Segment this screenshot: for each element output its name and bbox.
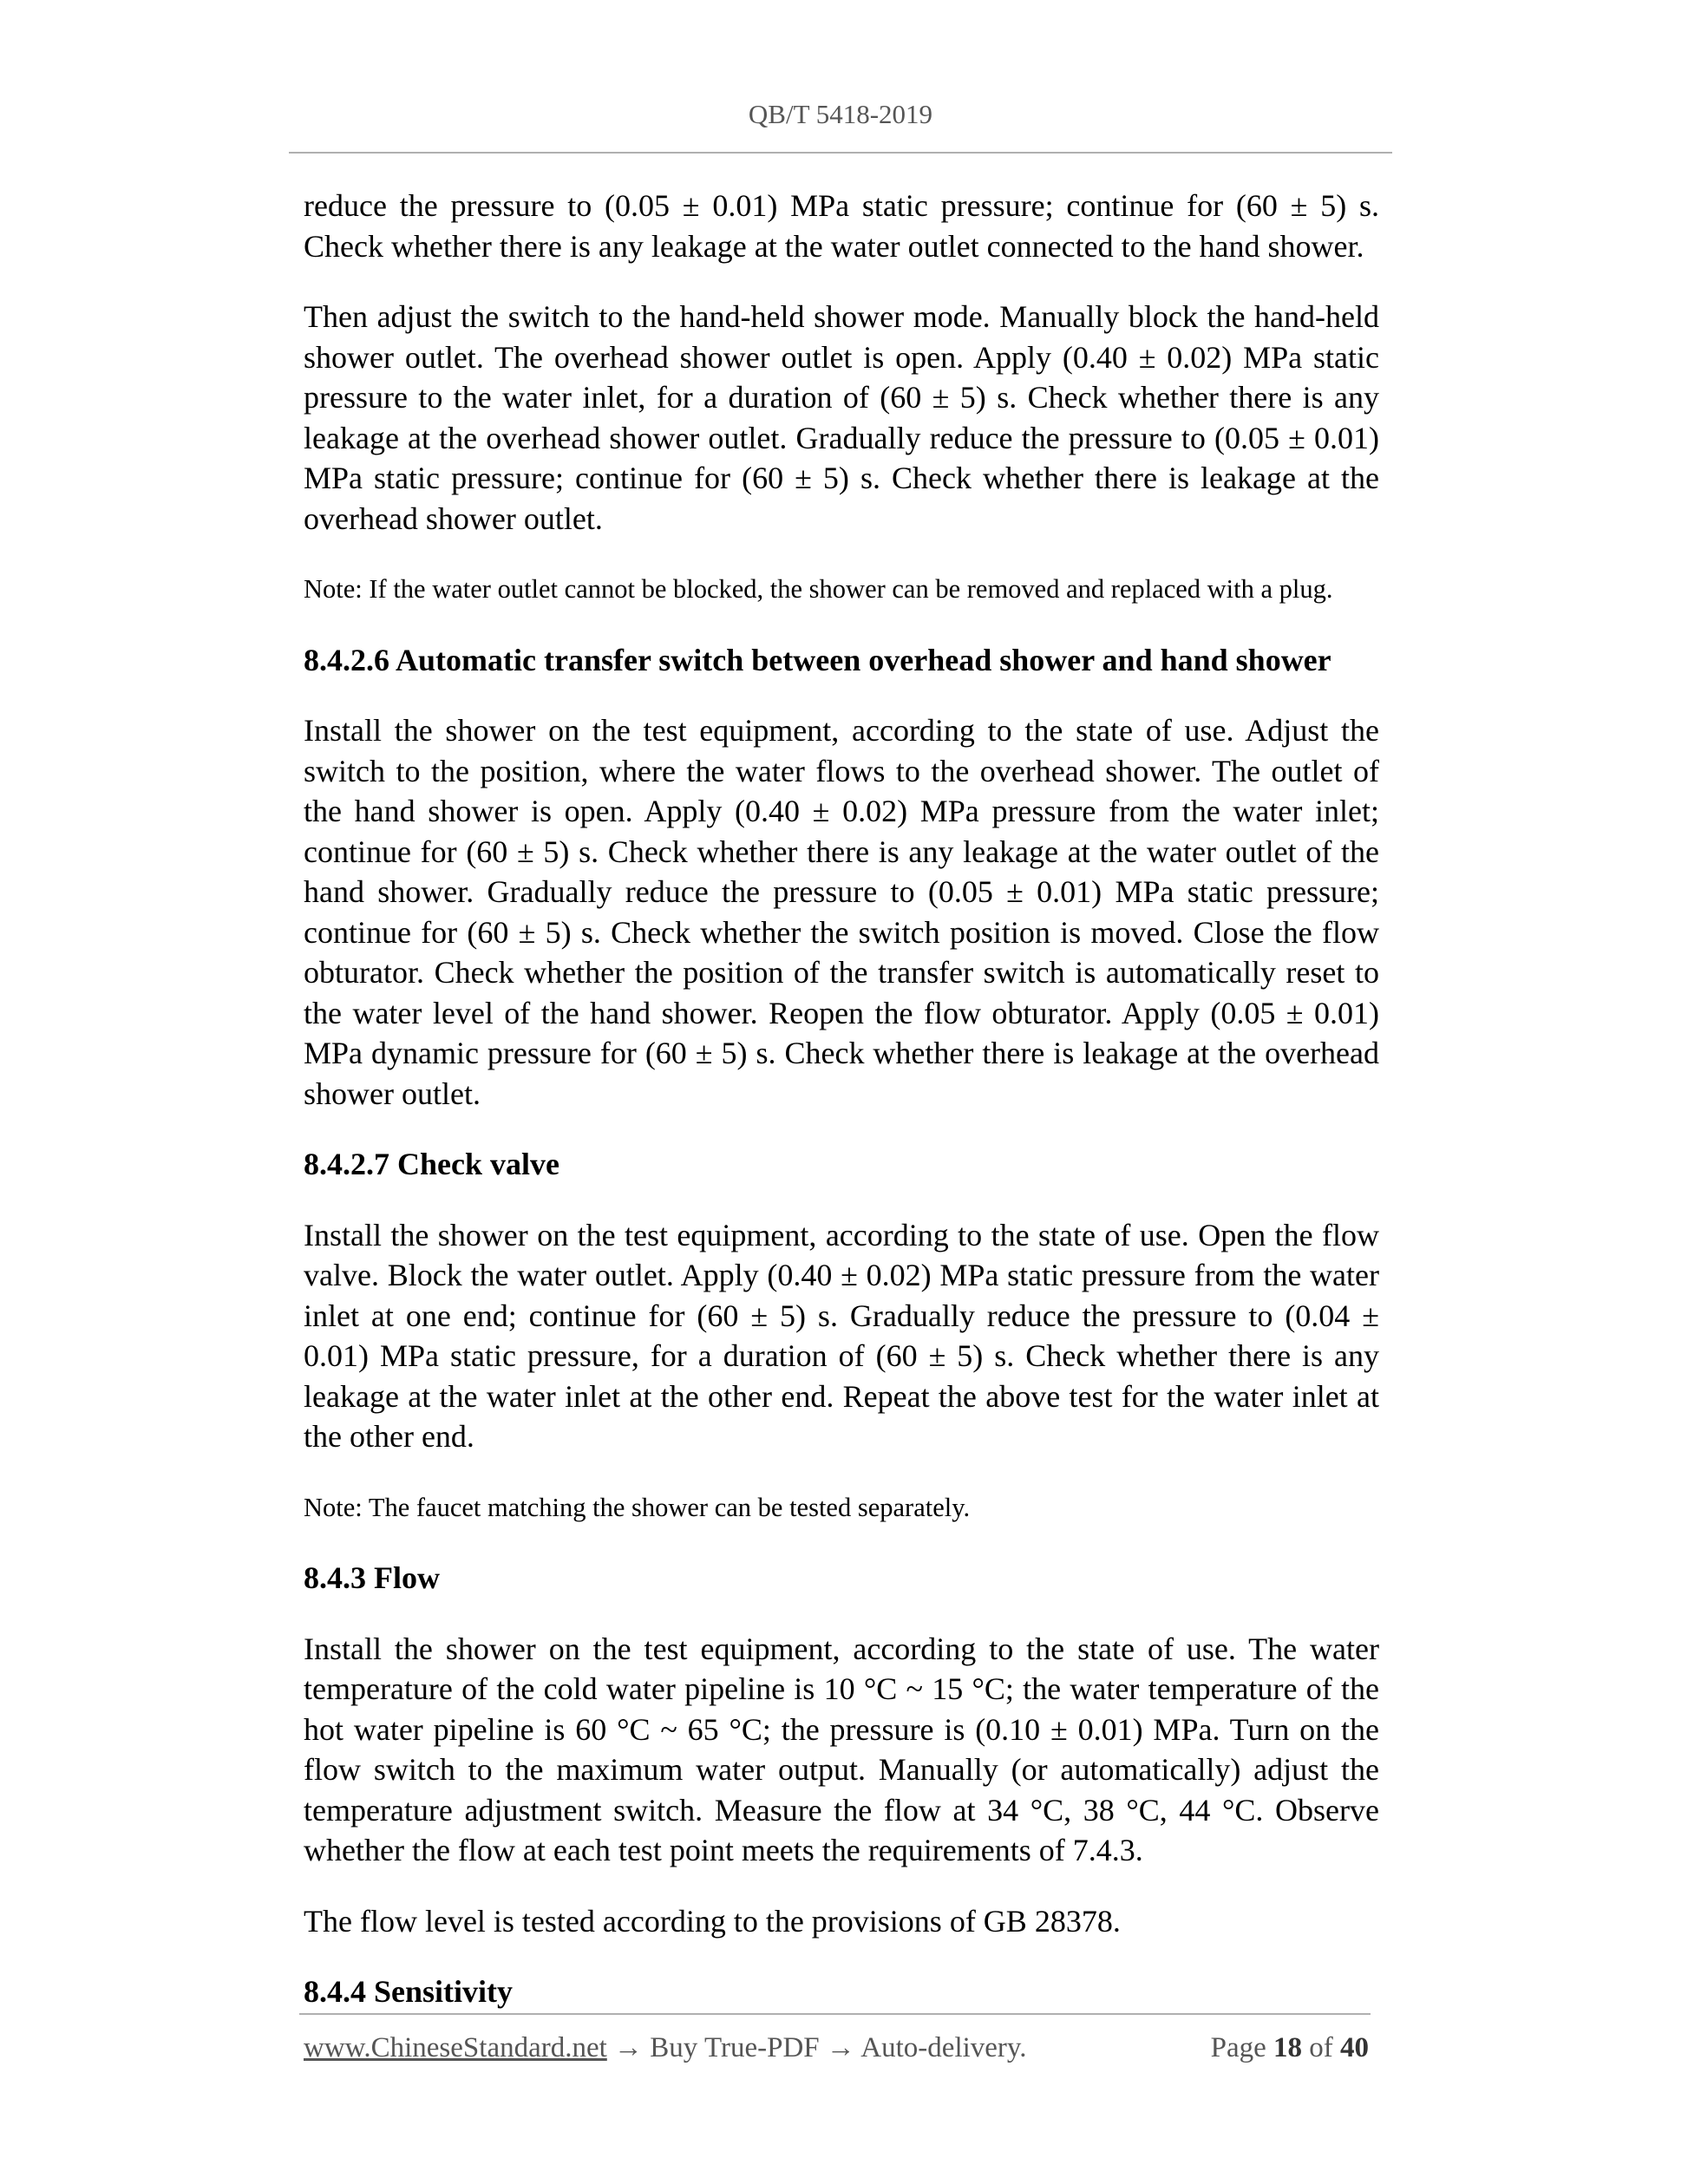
paragraph: Then adjust the switch to the hand-held shower mode. Manually block the hand-held shower outlet. The overhead shower outlet is open. Apply (0.40 ± 0.02) MPa static pressure to the water inlet, for a duration of (60 ± 5) s. Check whether there is any leakage at the overhead shower outlet. Gradually reduce the pressure to (0.05 ± 0.01) MPa static pressure; continue for (60 ± 5) s. Check whether there is leakage at the overhead shower outlet. [304, 299, 1379, 536]
page-header: QB/T 5418-2019 [748, 99, 933, 129]
page-number: Page 18 of 40 [1210, 2032, 1369, 2063]
total-pages: 40 [1340, 2032, 1369, 2063]
website-link[interactable]: www.ChineseStandard.net [304, 2032, 607, 2063]
footer-divider [299, 2013, 1371, 2015]
section-heading: 8.4.4 Sensitivity [304, 1974, 514, 2009]
paragraph: The flow level is tested according to the provisions of GB 28378. [304, 1903, 1121, 1939]
note: Note: If the water outlet cannot be blocked, the shower can be removed and replaced with a plug. [304, 574, 1333, 604]
section-heading: 8.4.3 Flow [304, 1560, 440, 1595]
document-body [304, 186, 1379, 2012]
current-page: 18 [1273, 2032, 1302, 2063]
paragraph: Install the shower on the test equipment, according to the state of use. Open the flow valve. Block the water outlet. Apply (0.40 ± 0.02) MPa static pressure from the water inlet at one end; continue for (60 ± 5) s. Gradually reduce the pressure to (0.04 ± 0.01) MPa static pressure, for a duration of (60 ± 5) s. Check whether there is any leakage at the water inlet at the other end. Repeat the above test for the water inlet at the other end. [304, 1217, 1379, 1454]
note: Note: The faucet matching the shower can be tested separately. [304, 1492, 971, 1522]
footer-left [304, 2030, 1027, 2066]
paragraph: reduce the pressure to (0.05 ± 0.01) MPa static pressure; continue for (60 ± 5) s. Check whether there is any leakage at the water outlet connected to the hand shower. [304, 188, 1379, 264]
section-heading: 8.4.2.6 Automatic transfer switch between overhead shower and hand shower [304, 642, 1331, 677]
header-divider [289, 152, 1392, 154]
paragraph: Install the shower on the test equipment, according to the state of use. The water temperature of the cold water pipeline is 10 °C ~ 15 °C; the water temperature of the hot water pipeline is 60 °C ~ 65 °C; the pressure is (0.10 ± 0.01) MPa. Turn on the flow switch to the maximum water output. Manually (or automatically) adjust the temperature adjustment switch. Measure the flow at 34 °C, 38 °C, 44 °C. Observe whether the flow at each test point meets the requirements of 7.4.3. [304, 1631, 1379, 1867]
section-heading: 8.4.2.7 Check valve [304, 1147, 559, 1181]
footer-tagline: → Buy True-PDF → Auto-delivery. [606, 2032, 1027, 2063]
paragraph: Install the shower on the test equipment, according to the state of use. Adjust the switch to the position, where the water flows to the overhead shower. The outlet of the hand shower is open. Apply (0.40 ± 0.02) MPa pressure from the water inlet; continue for (60 ± 5) s. Check whether there is any leakage at the water outlet of the hand shower. Gradually reduce the pressure to (0.05 ± 0.01) MPa static pressure; continue for (60 ± 5) s. Check whether the switch position is moved. Close the flow obturator. Check whether the position of the transfer switch is automatically reset to the water level of the hand shower. Reopen the flow obturator. Apply (0.05 ± 0.01) MPa dynamic pressure for (60 ± 5) s. Check whether there is leakage at the overhead shower outlet. [304, 713, 1379, 1111]
